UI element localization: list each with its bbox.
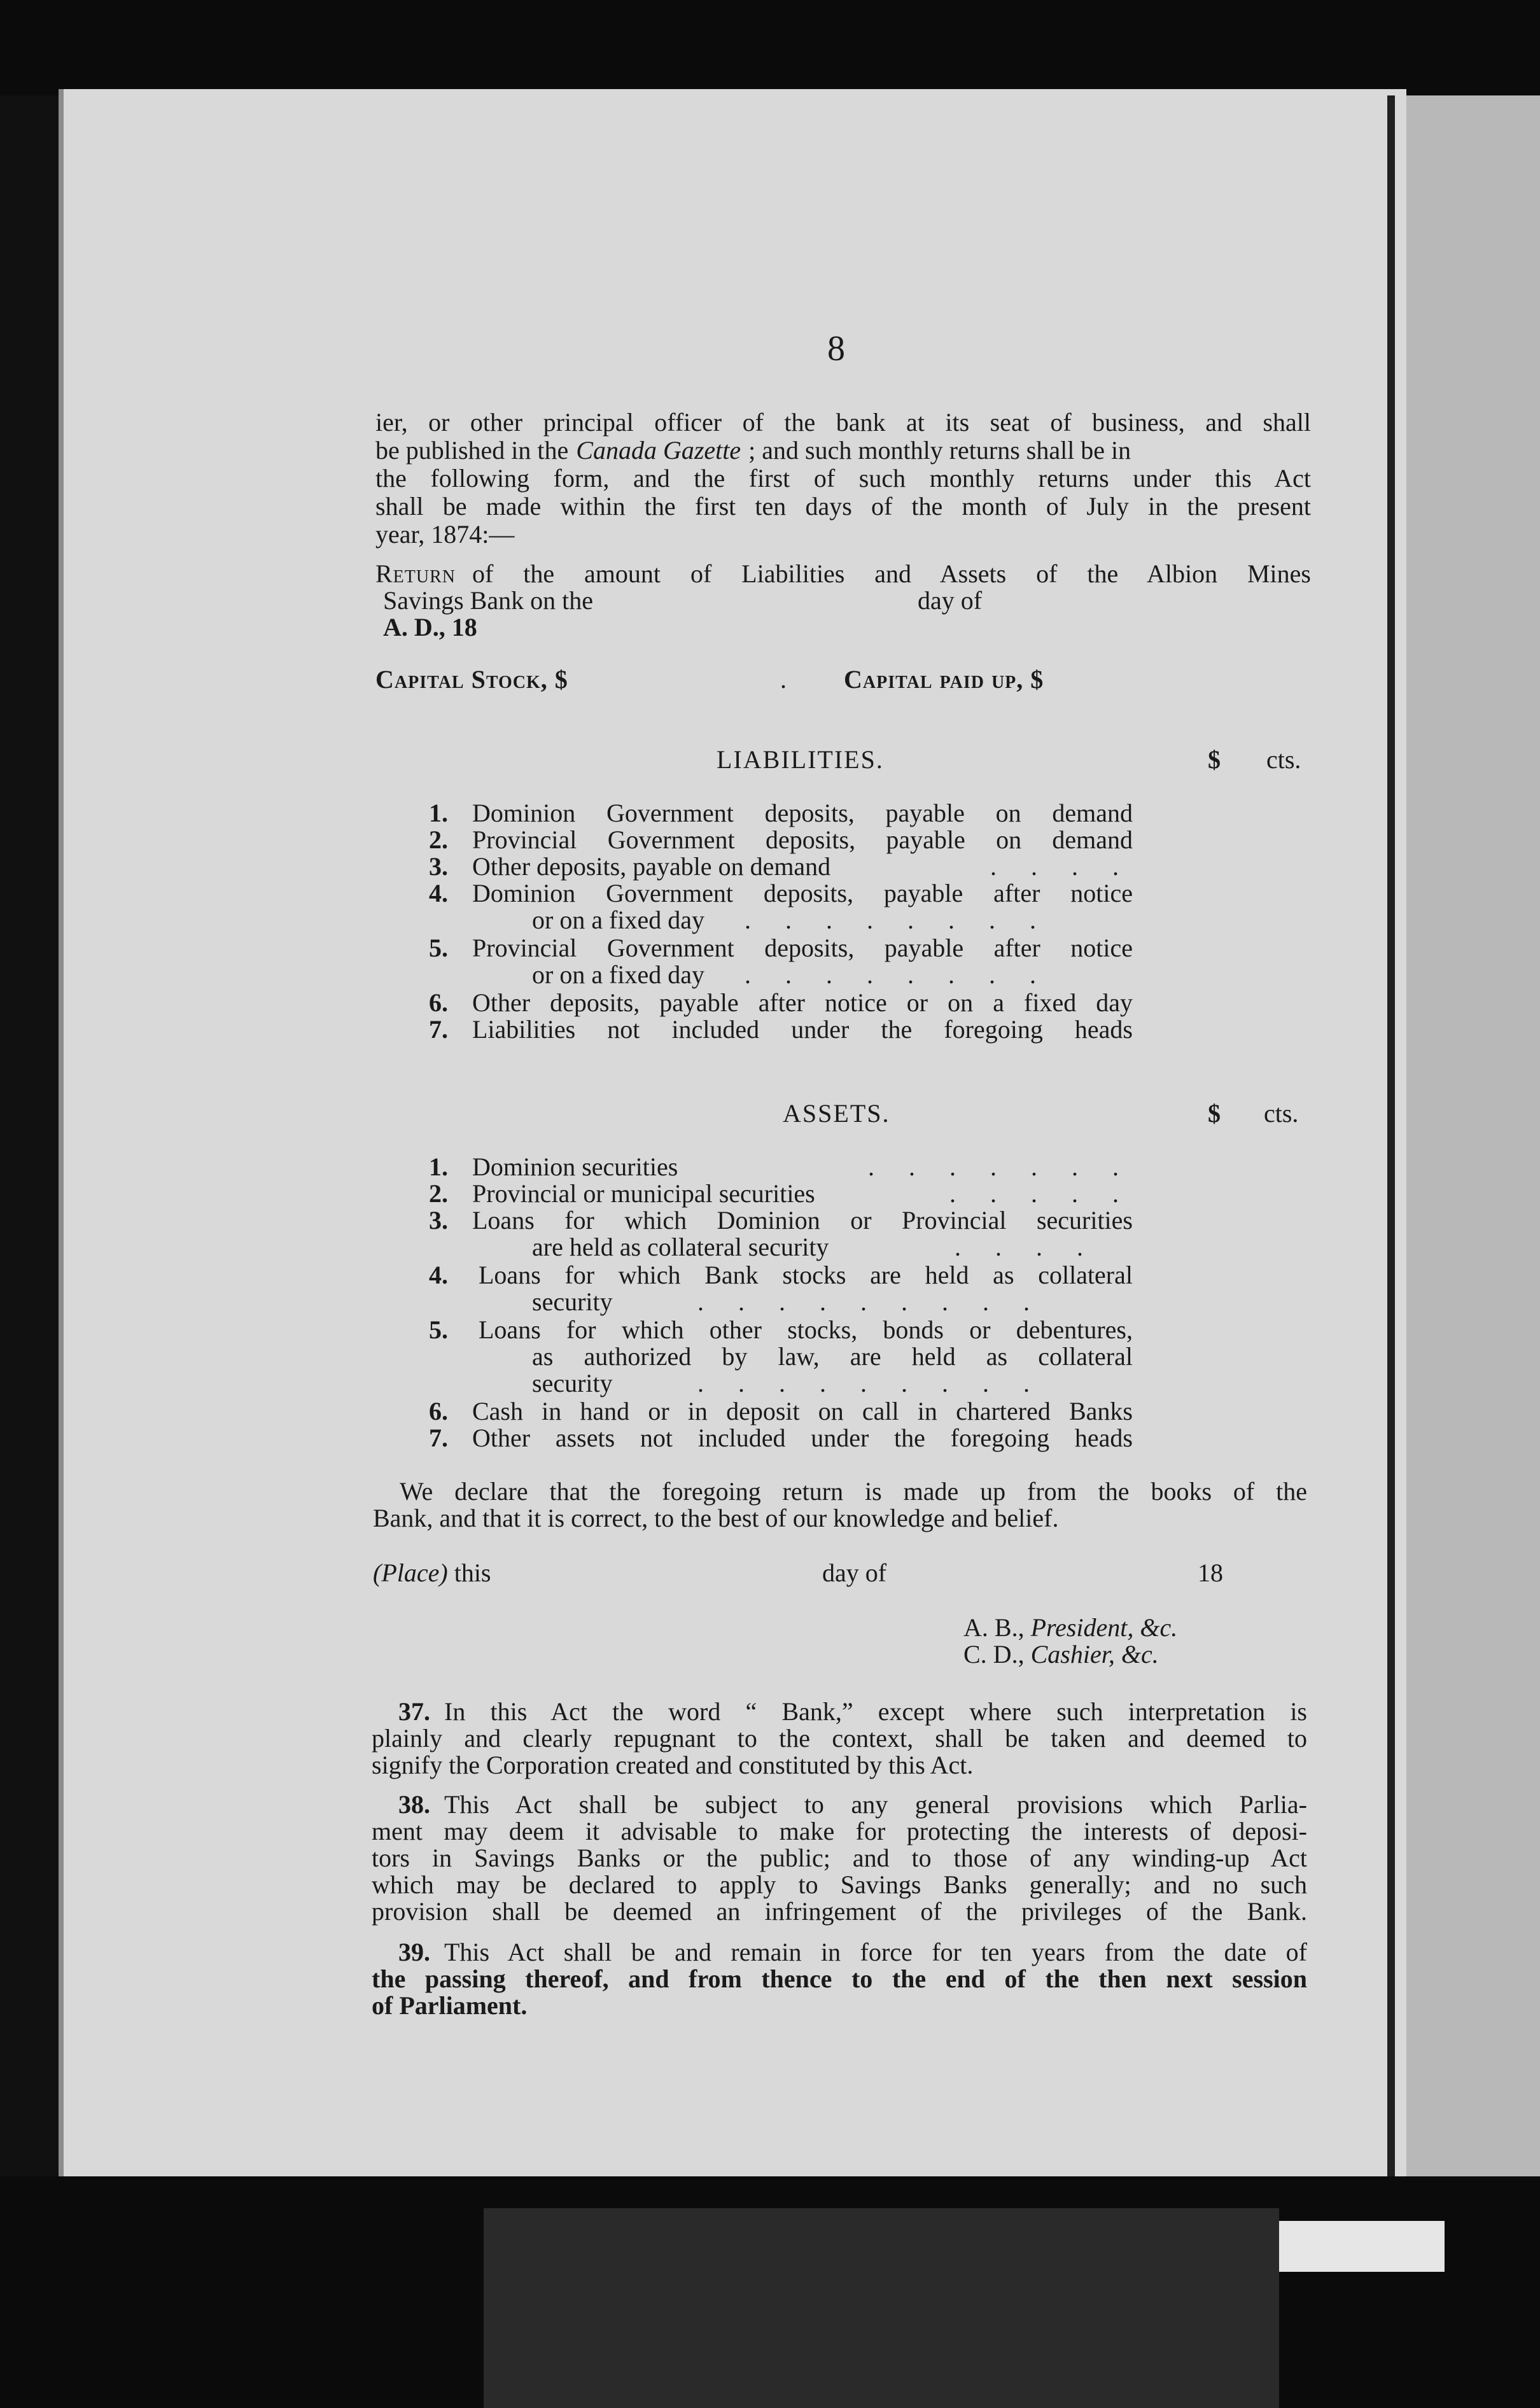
liability-text: Dominion Government deposits, payable after notice	[472, 879, 1133, 907]
capital-paid-up: Capital paid up, $	[844, 665, 1044, 694]
leader-dots: . . . .	[990, 852, 1133, 881]
section-39-line-1	[398, 1938, 1307, 1966]
return-word: Return	[375, 559, 456, 588]
return-line-1-rest: of the amount of Liabilities and Assets of the Albion Mines	[472, 559, 1311, 588]
section-39-text: This Act shall be and remain in force for ten years from the date of	[444, 1938, 1307, 1966]
asset-text: Other assets not included under the foregoing heads	[472, 1424, 1133, 1452]
place-day-of: day of	[822, 1558, 887, 1587]
signature-cd-title: Cashier, &c.	[1030, 1640, 1159, 1669]
declaration-line-1: We declare that the foregoing return is made up from the books of the	[400, 1477, 1307, 1506]
asset-text-cont: security	[532, 1287, 613, 1316]
asset-text-main: Dominion securities	[472, 1152, 678, 1181]
scan-top-border	[0, 0, 1540, 95]
liability-text: Other deposits, payable after notice or on a fixed day	[472, 988, 1133, 1017]
section-38-line-5: provision shall be deemed an infringement of the privileges of the Bank.	[372, 1897, 1307, 1926]
section-38-line-4: which may be declared to apply to Savings Banks generally; and no such	[372, 1870, 1307, 1899]
page-number: 8	[827, 329, 845, 368]
intro-line-5: year, 1874:—	[375, 520, 515, 549]
section-39-line-2: the passing thereof, and from thence to the end of the then next session	[372, 1964, 1307, 1993]
section-38-line-2: ment may deem it advisable to make for protecting the interests of deposi-	[372, 1817, 1307, 1845]
return-line-2b: day of	[918, 586, 983, 615]
leader-dots: . . . . .	[949, 1179, 1133, 1208]
intro-line-4: shall be made within the first ten days of the month of July in the present	[375, 492, 1311, 521]
declaration-line-2: Bank, and that it is correct, to the best of our knowledge and belief.	[373, 1504, 1059, 1532]
leader-dots: . . . .	[955, 1233, 1097, 1261]
asset-text: Loans for which Bank stocks are held as collateral	[479, 1261, 1133, 1289]
liability-num: 4.	[429, 879, 448, 907]
signature-president	[963, 1614, 1177, 1642]
leader-dots: . . . . . . . . .	[697, 1287, 1044, 1316]
asset-num: 3.	[429, 1206, 448, 1235]
liability-num: 3.	[429, 852, 448, 881]
liability-text: Liabilities not included under the foregoing heads	[472, 1015, 1133, 1044]
intro-line-3: the following form, and the first of such monthly returns under this Act	[375, 464, 1311, 493]
assets-dollar: $	[1208, 1099, 1221, 1128]
adjacent-page-edge	[1400, 95, 1540, 2183]
liability-text: Provincial Government deposits, payable on demand	[472, 825, 1133, 854]
section-37-line-3: signify the Corporation created and constituted by this Act.	[372, 1751, 974, 1779]
asset-num: 7.	[429, 1424, 448, 1452]
asset-text-cont: as authorized by law, are held as collateral	[532, 1342, 1133, 1371]
intro-line-2	[375, 437, 1311, 465]
place-line	[373, 1559, 491, 1587]
place-year: 18	[1198, 1558, 1223, 1587]
liability-text: Provincial Government deposits, payable after notice	[472, 934, 1133, 962]
asset-text-cont: security	[532, 1369, 613, 1397]
asset-text	[472, 1153, 1133, 1181]
asset-num: 5.	[429, 1315, 448, 1344]
liability-num: 2.	[429, 825, 448, 854]
asset-text: Cash in hand or in deposit on call in chartered Banks	[472, 1397, 1133, 1425]
signature-cashier	[963, 1641, 1159, 1669]
liabilities-cents: cts.	[1266, 745, 1301, 774]
assets-cents: cts.	[1264, 1099, 1299, 1128]
leader-dots: . . . . . . . .	[745, 960, 1050, 989]
intro-line-2a: be published in the	[375, 436, 569, 465]
liability-text: Dominion Government deposits, payable on demand	[472, 799, 1133, 827]
asset-num: 4.	[429, 1261, 448, 1289]
intro-line-1: ier, or other principal officer of the bank at its seat of business, and shall	[375, 408, 1311, 437]
canada-gazette-title: Canada Gazette	[576, 436, 741, 465]
section-38-line-1	[398, 1791, 1307, 1819]
place-label: (Place)	[373, 1558, 448, 1587]
page-fold-shadow	[1387, 95, 1395, 2189]
liability-text	[472, 853, 1133, 881]
signature-ab: A. B.,	[963, 1613, 1025, 1642]
section-38-line-3: tors in Savings Banks or the public; and to those of any winding-up Act	[372, 1844, 1307, 1872]
asset-num: 1.	[429, 1152, 448, 1181]
liability-text-cont: or on a fixed day	[532, 960, 705, 989]
return-line-3: A. D., 18	[383, 613, 477, 641]
asset-num: 6.	[429, 1397, 448, 1425]
leader-dots: . . . . . . . .	[745, 906, 1050, 934]
liability-text-main: Other deposits, payable on demand	[472, 852, 831, 881]
liabilities-dollar: $	[1208, 745, 1221, 774]
liability-text-cont: or on a fixed day	[532, 906, 705, 934]
return-line-1	[375, 560, 1311, 588]
intro-line-2b: ; and such monthly returns shall be in	[748, 436, 1131, 465]
liability-num: 1.	[429, 799, 448, 827]
asset-text: Loans for which Dominion or Provincial securities	[472, 1206, 1133, 1235]
asset-text-main: Provincial or municipal securities	[472, 1179, 815, 1208]
scan-bottom-paper	[1279, 2221, 1445, 2272]
leader-dots: . . . . . . .	[868, 1152, 1133, 1181]
asset-num: 2.	[429, 1179, 448, 1208]
section-37-line-2: plainly and clearly repugnant to the context, shall be taken and deemed to	[372, 1724, 1307, 1753]
capital-dot: .	[780, 665, 787, 694]
asset-text: Loans for which other stocks, bonds or debentures,	[479, 1315, 1133, 1344]
signature-ab-title: President, &c.	[1030, 1613, 1178, 1642]
scan-bottom-strip	[484, 2208, 1279, 2408]
assets-heading: ASSETS.	[783, 1099, 890, 1128]
liability-num: 7.	[429, 1015, 448, 1044]
liability-num: 5.	[429, 934, 448, 962]
signature-cd: C. D.,	[963, 1640, 1025, 1669]
section-37-line-1	[398, 1698, 1307, 1726]
capital-stock: Capital Stock, $	[375, 665, 568, 694]
liability-num: 6.	[429, 988, 448, 1017]
liabilities-heading: LIABILITIES.	[717, 745, 884, 774]
section-38-text: This Act shall be subject to any general provisions which Parlia-	[444, 1790, 1307, 1819]
section-39-number: 39.	[398, 1938, 430, 1966]
asset-text	[472, 1180, 1133, 1208]
return-line-2a: Savings Bank on the	[383, 586, 593, 615]
place-this: this	[454, 1558, 491, 1587]
section-37-number: 37.	[398, 1697, 430, 1726]
section-37-text: In this Act the word “ Bank,” except where such interpretation is	[444, 1697, 1307, 1726]
section-38-number: 38.	[398, 1790, 430, 1819]
leader-dots: . . . . . . . . .	[697, 1369, 1044, 1397]
asset-text-cont: are held as collateral security	[532, 1233, 829, 1261]
section-39-line-3: of Parliament.	[372, 1991, 528, 2020]
